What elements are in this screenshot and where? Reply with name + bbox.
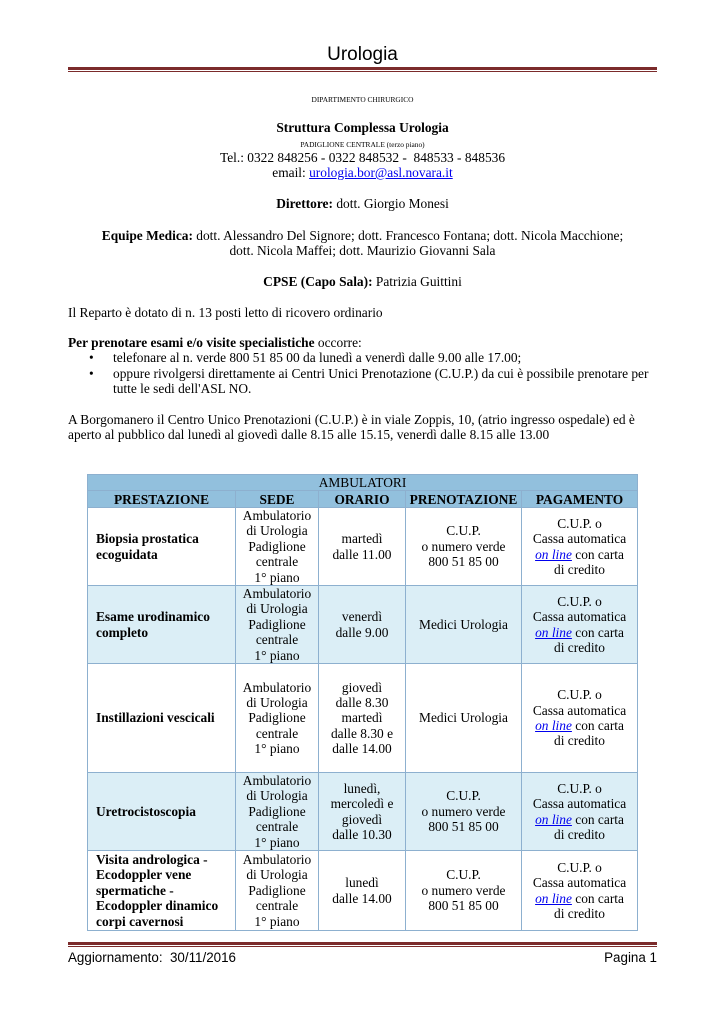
- cell-line: centrale: [255, 554, 299, 570]
- cell-orario: [319, 508, 406, 586]
- equipe-members: dott. Alessandro Del Signore; dott. Francesco Fontana; dott. Nicola Macchione;: [196, 228, 624, 243]
- cell-line: di Urologia: [246, 788, 308, 804]
- cell-prestazione: [88, 508, 236, 586]
- cell-line: Padiglione: [248, 616, 306, 632]
- table-title-row: [88, 475, 638, 491]
- cell-line: 1° piano: [254, 569, 300, 585]
- table-title: AMBULATORI: [88, 475, 638, 491]
- cell-line: dalle 11.00: [332, 546, 392, 562]
- online-payment-link[interactable]: on line: [535, 811, 572, 827]
- structure-name: Struttura Complessa Urologia: [276, 120, 449, 135]
- cell-prenotazione: [406, 851, 522, 931]
- cell-sede: [236, 851, 319, 931]
- table-row: [88, 586, 638, 664]
- cell-line: Cassa automatica: [532, 531, 627, 547]
- cell-orario: [319, 773, 406, 851]
- cell-line: C.U.P.: [446, 788, 481, 804]
- cell-line: 1° piano: [254, 647, 300, 663]
- cell-prestazione: [88, 586, 236, 664]
- cell-line: o numero verde: [421, 538, 506, 554]
- cell-sede: [236, 586, 319, 664]
- cell-line: [526, 547, 633, 562]
- cell-text: con carta: [571, 811, 624, 827]
- cell-pagamento: [522, 851, 638, 931]
- cell-line: Padiglione: [248, 882, 306, 898]
- rule-thin-line: [68, 71, 657, 72]
- cell-prestazione: [88, 664, 236, 773]
- head-nurse-line: [68, 274, 657, 289]
- cell-line: Padiglione: [248, 803, 306, 819]
- beds-note: Il Reparto è dotato di n. 13 posti letto di ricovero ordinario: [68, 305, 383, 320]
- cell-line: corpi cavernosi: [96, 913, 184, 929]
- cell-line: di Urologia: [246, 867, 308, 883]
- structure-location: PADIGLIONE CENTRALE (terzo piano): [300, 140, 425, 149]
- cell-line: Padiglione: [248, 710, 306, 726]
- cell-line: Cassa automatica: [532, 702, 627, 718]
- head-nurse-label: CPSE (Capo Sala):: [263, 274, 373, 289]
- column-header-prenotazione: PRENOTAZIONE: [406, 491, 522, 508]
- cell-line: ecoguidata: [96, 546, 158, 562]
- bullet-icon: [89, 366, 94, 381]
- header-rule: [68, 67, 657, 72]
- cell-text: con carta: [571, 624, 624, 640]
- cell-line: Padiglione: [248, 538, 306, 554]
- cell-line: centrale: [255, 819, 299, 835]
- cell-line: Cassa automatica: [532, 796, 627, 812]
- cell-pagamento: [522, 773, 638, 851]
- table-header-row: [88, 491, 638, 508]
- cell-pagamento: [522, 508, 638, 586]
- cell-line: dalle 14.00: [332, 741, 392, 757]
- department-label: DIPARTIMENTO CHIRURGICO: [311, 95, 414, 104]
- cell-prestazione: [88, 851, 236, 931]
- cup-info-line: aperto al pubblico dal lunedì al giovedì dalle 8.15 alle 15.15, venerdì dalle 8.15 alle 13.00: [68, 427, 550, 443]
- ambulatori-table: [87, 474, 638, 931]
- cell-line: centrale: [255, 632, 299, 648]
- equipe-line-1: [68, 228, 657, 243]
- booking-label: Per prenotare esami e/o visite specialistiche: [68, 335, 315, 350]
- column-header-pagamento: PAGAMENTO: [522, 491, 638, 508]
- cell-line: venerdì: [341, 609, 383, 625]
- cell-line: dalle 8.30: [335, 694, 389, 710]
- column-header-orario: ORARIO: [319, 491, 406, 508]
- cell-prenotazione: [406, 664, 522, 773]
- table-row: [88, 773, 638, 851]
- cell-sede: [236, 773, 319, 851]
- cell-text: con carta: [571, 546, 624, 562]
- online-payment-link[interactable]: on line: [535, 718, 572, 734]
- equipe-label: Equipe Medica:: [101, 228, 193, 243]
- phone-numbers: Tel.: 0322 848256 - 0322 848532 - 848533 - 848536: [219, 150, 506, 165]
- cell-line: 800 51 85 00: [428, 554, 499, 570]
- director-name: dott. Giorgio Monesi: [336, 196, 449, 211]
- cell-line: C.U.P. o: [557, 515, 602, 531]
- cell-line: Cassa automatica: [532, 609, 627, 625]
- email-label: email:: [272, 165, 306, 180]
- cell-prestazione: [88, 773, 236, 851]
- cell-line: C.U.P. o: [557, 593, 602, 609]
- cell-line: Ambulatorio: [242, 852, 312, 868]
- table-row: [88, 664, 638, 773]
- cell-orario: [319, 851, 406, 931]
- online-payment-link[interactable]: on line: [535, 890, 572, 906]
- cell-line: 800 51 85 00: [428, 819, 499, 835]
- cell-line: Ambulatorio: [242, 586, 312, 602]
- footer-updated: Aggiornamento: 30/11/2016: [68, 950, 237, 965]
- footer-rule: [68, 942, 657, 947]
- cell-line: [526, 625, 633, 640]
- cell-line: dalle 9.00: [335, 624, 389, 640]
- cell-line: 1° piano: [254, 834, 300, 850]
- cell-line: giovedì: [341, 679, 383, 695]
- column-header-sede: SEDE: [236, 491, 319, 508]
- cell-line: dalle 8.30 e: [330, 725, 394, 741]
- cell-text: con carta: [571, 718, 624, 734]
- cell-line: dalle 14.00: [332, 890, 392, 906]
- cup-info-line: A Borgomanero il Centro Unico Prenotazioni (C.U.P.) è in viale Zoppis, 10, (atrio ingresso ospedale) ed è: [68, 412, 635, 427]
- cell-line: o numero verde: [421, 882, 506, 898]
- rule-thick-line: [68, 67, 657, 70]
- cell-pagamento: [522, 586, 638, 664]
- page-header-title: Urologia: [327, 44, 398, 65]
- bullet-line: oppure rivolgersi direttamente ai Centri Unici Prenotazione (C.U.P.) da cui è possibile prenotare per: [113, 366, 649, 381]
- cell-orario: [319, 586, 406, 664]
- footer-page-number: Pagina 1: [604, 950, 657, 965]
- bullet-line: tutte le sedi dell'ASL NO.: [113, 381, 252, 397]
- cell-line: Biopsia prostatica: [96, 531, 199, 547]
- email-link[interactable]: urologia.bor@asl.novara.it: [309, 165, 453, 180]
- cell-line: C.U.P. o: [557, 859, 602, 875]
- cup-info: [68, 412, 635, 443]
- cell-line: C.U.P. o: [557, 780, 602, 796]
- cell-prenotazione: [406, 773, 522, 851]
- rule-thick-line: [68, 942, 657, 945]
- cell-line: 1° piano: [254, 913, 300, 929]
- cell-line: [526, 812, 633, 827]
- cell-line: Uretrocistoscopia: [96, 803, 196, 819]
- cell-line: Ambulatorio: [242, 773, 312, 789]
- bullet-icon: [89, 350, 94, 365]
- cell-orario: [319, 664, 406, 773]
- bullet-text: [113, 366, 648, 397]
- booking-intro: [68, 335, 362, 350]
- cell-line: Instillazioni vescicali: [96, 710, 215, 726]
- cell-line: Medici Urologia: [419, 616, 508, 632]
- cell-line: di credito: [554, 826, 605, 842]
- cell-line: Cassa automatica: [532, 875, 627, 891]
- cell-line: Esame urodinamico: [96, 609, 210, 625]
- head-nurse-name: Patrizia Guittini: [375, 274, 462, 289]
- table-row: [88, 851, 638, 931]
- cell-line: mercoledì e: [330, 796, 394, 812]
- cell-line: Ambulatorio: [242, 679, 312, 695]
- director-label: Direttore:: [276, 196, 333, 211]
- online-payment-link[interactable]: on line: [535, 624, 572, 640]
- online-payment-link[interactable]: on line: [535, 546, 572, 562]
- cell-line: giovedì: [341, 811, 383, 827]
- cell-line: spermatiche -: [96, 882, 174, 898]
- cell-line: di Urologia: [246, 694, 308, 710]
- cell-line: di Urologia: [246, 601, 308, 617]
- director-line: [68, 196, 657, 211]
- cell-line: martedì: [341, 531, 383, 547]
- cell-prenotazione: [406, 586, 522, 664]
- cell-line: lunedì: [345, 875, 379, 891]
- bullet-line: telefonare al n. verde 800 51 85 00 da lunedì a venerdì dalle 9.00 alle 17.00;: [113, 350, 522, 365]
- cell-line: di Urologia: [246, 523, 308, 539]
- cell-text: con carta: [571, 890, 624, 906]
- cell-line: C.U.P.: [446, 867, 481, 883]
- cell-line: di credito: [554, 561, 605, 577]
- equipe-block: [68, 228, 657, 259]
- cell-line: [526, 718, 633, 733]
- cell-line: C.U.P. o: [557, 687, 602, 703]
- cell-line: martedì: [341, 710, 383, 726]
- equipe-line-2: dott. Nicola Maffei; dott. Maurizio Giovanni Sala: [229, 243, 496, 259]
- cell-line: centrale: [255, 898, 299, 914]
- cell-line: o numero verde: [421, 803, 506, 819]
- cell-line: Visita andrologica -: [96, 852, 208, 868]
- cell-line: Ambulatorio: [242, 508, 312, 523]
- cell-line: di credito: [554, 733, 605, 749]
- column-header-prestazione: PRESTAZIONE: [88, 491, 236, 508]
- cell-line: C.U.P.: [446, 523, 481, 539]
- cell-line: di credito: [554, 639, 605, 655]
- cell-line: centrale: [255, 725, 299, 741]
- cell-prenotazione: [406, 508, 522, 586]
- email-line: [68, 165, 657, 180]
- cell-line: di credito: [554, 906, 605, 921]
- cell-pagamento: [522, 664, 638, 773]
- cell-line: 1° piano: [254, 741, 300, 757]
- cell-line: [526, 891, 633, 906]
- cell-line: 800 51 85 00: [428, 898, 499, 914]
- cell-sede: [236, 508, 319, 586]
- cell-line: completo: [96, 624, 149, 640]
- cell-line: Medici Urologia: [419, 710, 508, 726]
- cell-line: Ecodoppler dinamico: [96, 898, 219, 914]
- cell-sede: [236, 664, 319, 773]
- rule-thin-line: [68, 946, 657, 947]
- table-row: [88, 508, 638, 586]
- cell-line: lunedì,: [343, 780, 381, 796]
- cell-line: Ecodoppler vene: [96, 867, 192, 883]
- booking-rest: occorre:: [317, 335, 362, 350]
- bullet-text: [113, 350, 521, 365]
- ambulatori-body: [88, 508, 638, 931]
- cell-line: dalle 10.30: [332, 826, 392, 842]
